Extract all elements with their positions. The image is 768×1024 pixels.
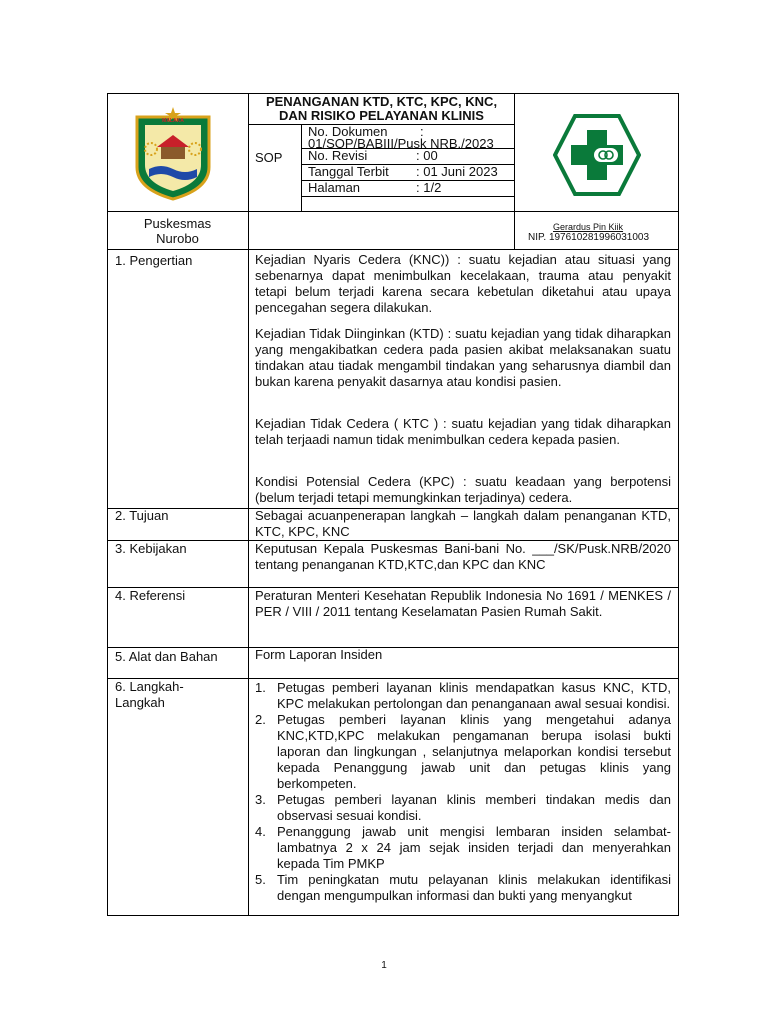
puskesmas-logo	[553, 114, 641, 196]
page-count-label: Halaman	[308, 180, 361, 195]
doc-number-label: No. Dokumen	[308, 124, 388, 139]
document-title-line1: PENANGANAN KTD, KTC, KPC, KNC,	[265, 94, 498, 109]
section-label-tujuan: 2. Tujuan	[115, 508, 169, 523]
doc-number-value: 01/SOP/BABIII/Pusk NRB./2023	[308, 136, 494, 151]
step-number: 5.	[255, 872, 266, 887]
step-text: Petugas pemberi layanan klinis mendapatkan kasus KNC, KTD, KPC melakukan pertolongan dan penanganaan awal sesuai kondisi.	[277, 680, 671, 711]
step-text: Penanggung jawab unit mengisi lembaran insiden selambat-lambatnya 2 x 24 jam sejak insiden terjadi dan menyerahkan kepada Tim PMKP	[277, 824, 671, 871]
revision-value: : 00	[416, 148, 438, 163]
tujuan-text: Sebagai acuanpenerapan langkah – langkah dalam penanganan KTD, KTC, KPC, KNC	[255, 508, 671, 539]
logo-text: MALAKA	[162, 118, 184, 124]
list-item	[255, 872, 671, 904]
sop-label: SOP	[255, 150, 283, 165]
kebijakan-text: Keputusan Kepala Puskesmas Bani-bani No. ___/SK/Pusk.NRB/2020 tentang penanganan KTD,KTC,dan KPC dan KNC	[255, 541, 671, 572]
issue-date-label: Tanggal Terbit	[308, 164, 389, 179]
list-item	[255, 680, 671, 712]
definition-knc: Kejadian Nyaris Cedera (KNC)) : suatu kejadian atau situasi yang sebenarnya dapat menimbulkan kecelakaan, trauma atau penyakit tetapi belum terjadi karena secara kebetulan diketahui atau upaya pencegahan segera dilakukan.	[255, 252, 671, 315]
definition-kpc: Kondisi Potensial Cedera (KPC) : suatu keadaan yang berpotensi (belum terjadi tetapi memungkinkan terjadinya) cedera.	[255, 474, 671, 505]
referensi-text: Peraturan Menteri Kesehatan Republik Indonesia No 1691 / MENKES / PER / VIII / 2011 tentang Keselamatan Pasien Rumah Sakit.	[255, 588, 671, 619]
step-number: 2.	[255, 712, 266, 727]
section-label-langkah-1: 6. Langkah-	[115, 679, 184, 694]
list-item	[255, 792, 671, 824]
step-text: Tim peningkatan mutu pelayanan klinis melakukan identifikasi dengan mengumpulkan informasi dan bukti yang menyangkut	[277, 872, 671, 903]
puskesmas-name-line1: Puskesmas	[143, 216, 212, 231]
malaka-crest-logo	[133, 105, 213, 201]
list-item	[255, 712, 671, 792]
list-item	[255, 824, 671, 872]
issue-date-value: : 01 Juni 2023	[416, 164, 498, 179]
definition-ktc: Kejadian Tidak Cedera ( KTC ) : suatu kejadian yang tidak diharapkan telah terjaadi namun tidak menimbulkan cedera kepada pasien.	[255, 416, 671, 447]
document-title-line2: DAN RISIKO PELAYANAN KLINIS	[279, 108, 484, 123]
page-count-value: : 1/2	[416, 180, 442, 195]
section-label-alat: 5. Alat dan Bahan	[115, 649, 218, 664]
revision-label: No. Revisi	[308, 148, 368, 163]
step-text: Petugas pemberi layanan klinis memberi tindakan medis dan observasi sesuai kondisi.	[277, 792, 671, 823]
alat-text: Form Laporan Insiden	[255, 647, 383, 662]
doc-number-colon: :	[420, 124, 424, 139]
procedure-steps	[255, 680, 671, 904]
signer-name: Gerardus Pin Kiik	[553, 222, 624, 232]
step-text: Petugas pemberi layanan klinis yang mengetahui adanya KNC,KTD,KPC melakukan pengamanan berupa isolasi bukti laporan dan lingkungan , selanjutnya melaporkan kondisi tersebut kepada Penanggung jawab unit dan petugas klinis yang berkompeten.	[277, 712, 671, 791]
step-number: 4.	[255, 824, 266, 839]
step-number: 3.	[255, 792, 266, 807]
definition-ktd: Kejadian Tidak Diinginkan (KTD) : suatu kejadian yang tidak diharapkan yang mengakibatkan cedera pada pasien akibat melaksanakan suatu tindakan atau tiadak mengambil tindakan yang seharusnya diambil dan bukan karena penyakit dasarnya atau kondisi pasien.	[255, 326, 671, 389]
section-label-referensi: 4. Referensi	[115, 588, 186, 603]
section-label-pengertian: 1. Pengertian	[115, 253, 193, 268]
step-number: 1.	[255, 680, 266, 695]
puskesmas-name-line2: Nurobo	[156, 231, 199, 246]
page-number: 1	[381, 960, 387, 971]
signer-nip: NIP. 197610281996031003	[528, 232, 650, 243]
section-label-kebijakan: 3. Kebijakan	[115, 541, 187, 556]
section-label-langkah-2: Langkah	[115, 695, 165, 710]
